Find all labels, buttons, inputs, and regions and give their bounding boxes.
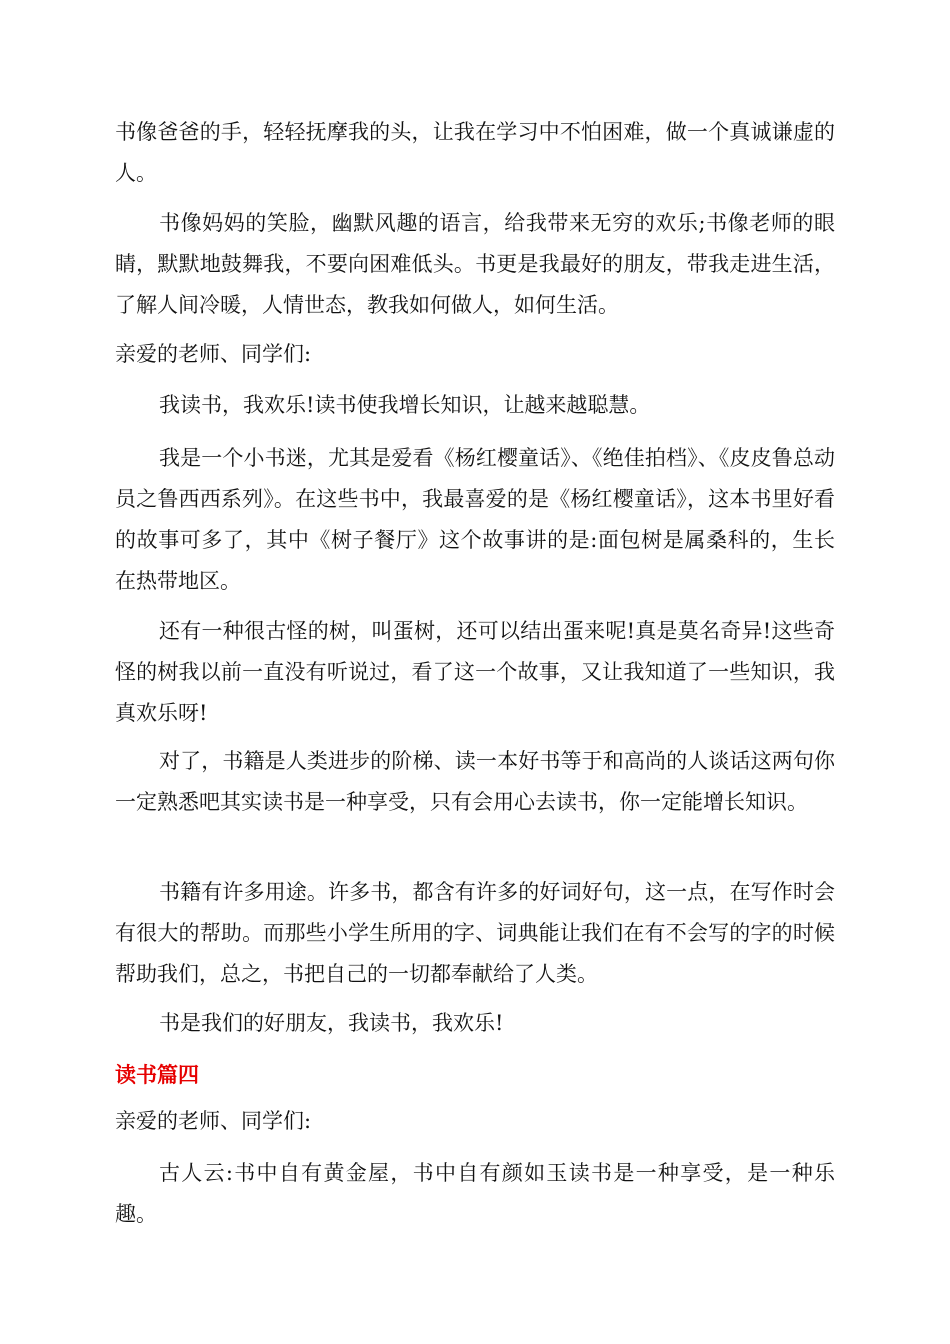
paragraph-3: 我读书，我欢乐!读书使我增长知识，让越来越聪慧。: [159, 393, 651, 417]
paragraph-6: 对了，书籍是人类进步的阶梯、读一本好书等于和高尚的人谈话这两句你一定熟悉吧其实读书是一种享受，只有会用心去读书，你一定能增长知识。: [115, 749, 835, 814]
paragraph-4: 我是一个小书迷，尤其是爱看《杨红樱童话》、《绝佳拍档》、《皮皮鲁总动员之鲁西西系列》。在这些书中，我最喜爱的是《杨红樱童话》，这本书里好看的故事可多了，其中《树子餐厅》这个故事讲的是:面包树是属桑科的，生长在热带地区。: [115, 446, 835, 593]
greeting-2: 亲爱的老师、同学们:: [115, 1109, 312, 1133]
paragraph-9: 古人云:书中自有黄金屋，书中自有颜如玉读书是一种享受，是一种乐趣。: [115, 1161, 835, 1226]
paragraph-5: 还有一种很古怪的树，叫蛋树，还可以结出蛋来呢!真是莫名奇异!这些奇怪的树我以前一直没有听说过，看了这一个故事，又让我知道了一些知识，我真欢乐呀!: [115, 619, 835, 725]
paragraph-7: 书籍有许多用途。许多书，都含有许多的好词好句，这一点，在写作时会有很大的帮助。而那些小学生所用的字、词典能让我们在有不会写的字的时候帮助我们，总之，书把自己的一切都奉献给了人类。: [115, 880, 835, 986]
paragraph-1: 书像爸爸的手，轻轻抚摩我的头，让我在学习中不怕困难，做一个真诚谦虚的人。: [115, 120, 835, 185]
section-heading: 读书篇四: [115, 1063, 199, 1087]
paragraph-8: 书是我们的好朋友，我读书，我欢乐!: [159, 1011, 504, 1035]
paragraph-2: 书像妈妈的笑脸，幽默风趣的语言，给我带来无穷的欢乐;书像老师的眼睛，默默地鼓舞我，不要向困难低头。书更是我最好的朋友，带我走进生活，了解人间冷暖，人情世态，教我如何做人，如何生活。: [115, 211, 835, 317]
greeting-1: 亲爱的老师、同学们:: [115, 342, 312, 366]
